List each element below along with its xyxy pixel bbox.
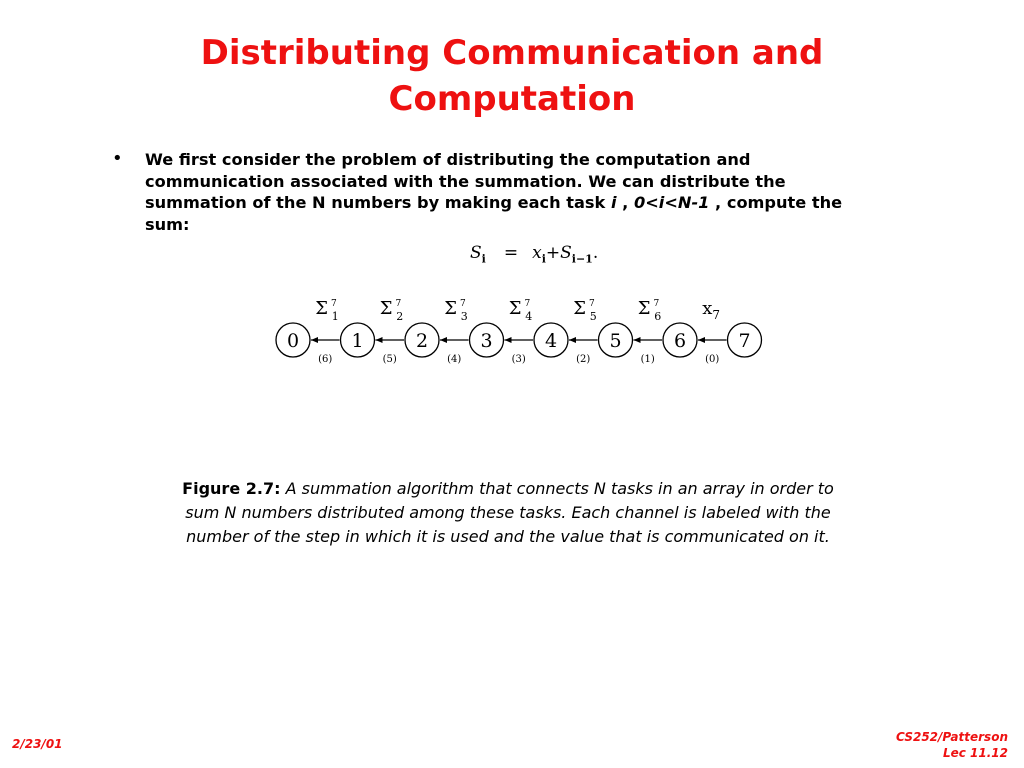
channel-step-3: (3) xyxy=(511,354,526,365)
formula-s2-sub: i−1 xyxy=(571,252,593,266)
bullet-range: 0<i<N-1 xyxy=(633,193,710,212)
figure-caption-text: A summation algorithm that connects N tasks in an array in order to sum N numbers distributed among these tasks. Each channel is labeled with the number of the step in which it is used and the value that is communicated on it. xyxy=(185,479,834,546)
channel-step-0: (6) xyxy=(318,354,333,365)
channel-value-4: Σ $^7$ 5 xyxy=(573,298,597,323)
formula-s2: S xyxy=(560,243,572,263)
figure-label: Figure 2.7: xyxy=(182,479,281,498)
formula-x: x xyxy=(532,243,542,263)
formula-lhs: S xyxy=(470,243,482,263)
channel-step-6: (0) xyxy=(705,354,720,365)
task-node-label-1: 1 xyxy=(351,330,364,352)
figure-caption xyxy=(170,477,846,549)
task-node-label-2: 2 xyxy=(415,330,429,352)
bullet-text-part-3: , compute the sum: xyxy=(145,193,843,234)
channel-value-1: Σ $^7$ 2 xyxy=(379,298,404,323)
footer-course-info xyxy=(896,729,1008,761)
footer-course: CS252/Patterson xyxy=(895,730,1008,744)
formula-plus: + xyxy=(545,243,561,263)
task-node-label-3: 3 xyxy=(480,330,493,352)
channel-step-2: (4) xyxy=(447,354,462,365)
formula-end: . xyxy=(592,243,599,263)
task-node-label-0: 0 xyxy=(286,330,300,352)
channel-step-5: (1) xyxy=(640,354,655,365)
bullet-text-part-1: We first consider the problem of distributing the computation and communication associated with the summation. We can distribute the summation of the N numbers by making each task xyxy=(145,150,786,212)
channel-step-4: (2) xyxy=(576,354,591,365)
summation-array-diagram xyxy=(265,288,775,378)
slide-title: Distributing Communication and Computation xyxy=(200,33,824,119)
bullet-text xyxy=(145,149,865,235)
task-node-label-6: 6 xyxy=(673,330,687,352)
channel-value-2: Σ $^7$ 3 xyxy=(444,298,468,323)
channel-value-6: $x_7$ xyxy=(702,298,721,322)
footer-date: 2/23/01 xyxy=(12,737,63,751)
channel-step-1: (5) xyxy=(382,354,397,365)
formula-x-sub: i xyxy=(541,252,546,266)
task-node-label-7: 7 xyxy=(738,330,751,352)
bullet-marker: • xyxy=(112,148,123,169)
formula-lhs-sub: i xyxy=(481,252,486,266)
task-node-label-5: 5 xyxy=(609,330,622,352)
task-node-label-4: 4 xyxy=(544,330,558,352)
formula-equals: = xyxy=(503,243,519,263)
bullet-text-part-2: , xyxy=(616,193,634,212)
channel-value-3: Σ $^7$ 4 xyxy=(508,298,533,323)
sum-formula xyxy=(470,243,598,265)
channel-value-0: Σ $^7$ 1 xyxy=(315,298,339,323)
channel-value-5: Σ $^7$ 6 xyxy=(637,298,662,323)
footer-lecture: Lec 11.12 xyxy=(942,746,1008,760)
bullet-var-i: i xyxy=(610,193,617,212)
